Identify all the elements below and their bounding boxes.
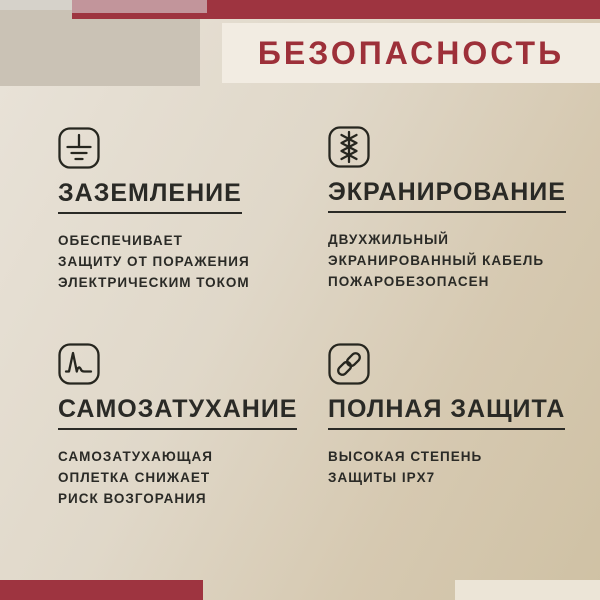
body-line: ВЫСОКАЯ СТЕПЕНЬ [328, 449, 483, 464]
bottom-cream-rect [455, 580, 600, 600]
section-title: ЭКРАНИРОВАНИЕ [328, 179, 566, 213]
body-line: ЗАЩИТЫ IPX7 [328, 470, 436, 485]
top-left-gray-strip [0, 0, 72, 10]
page-title: БЕЗОПАСНОСТЬ [257, 34, 565, 71]
body-line: ЭКРАНИРОВАННЫЙ КАБЕЛЬ [328, 253, 545, 268]
section-title: ЗАЗЕМЛЕНИЕ [58, 180, 242, 214]
body-line: ЭЛЕКТРИЧЕСКИМ ТОКОМ [58, 275, 250, 290]
chain-link-icon [328, 343, 370, 385]
body-line: САМОЗАТУХАЮЩАЯ [58, 449, 213, 464]
body-line: ДВУХЖИЛЬНЫЙ [328, 232, 450, 247]
body-line: ОБЕСПЕЧИВАЕТ [58, 233, 183, 248]
section-body [58, 446, 213, 509]
body-line: РИСК ВОЗГОРАНИЯ [58, 491, 207, 506]
shield-braid-icon [328, 126, 370, 168]
self-extinguishing-wave-icon [58, 343, 100, 385]
header-box [222, 23, 600, 83]
top-pink-rect [72, 0, 207, 13]
bottom-red-rect [0, 580, 203, 600]
body-line: ЗАЩИТУ ОТ ПОРАЖЕНИЯ [58, 254, 250, 269]
body-line: ОПЛЕТКА СНИЖАЕТ [58, 470, 211, 485]
section-body [328, 229, 544, 292]
section-title: САМОЗАТУХАНИЕ [58, 396, 297, 430]
section-title: ПОЛНАЯ ЗАЩИТА [328, 396, 565, 430]
section-body [58, 230, 250, 293]
section-body [328, 446, 482, 488]
ground-icon [58, 127, 100, 169]
body-line: ПОЖАРОБЕЗОПАСЕН [328, 274, 490, 289]
